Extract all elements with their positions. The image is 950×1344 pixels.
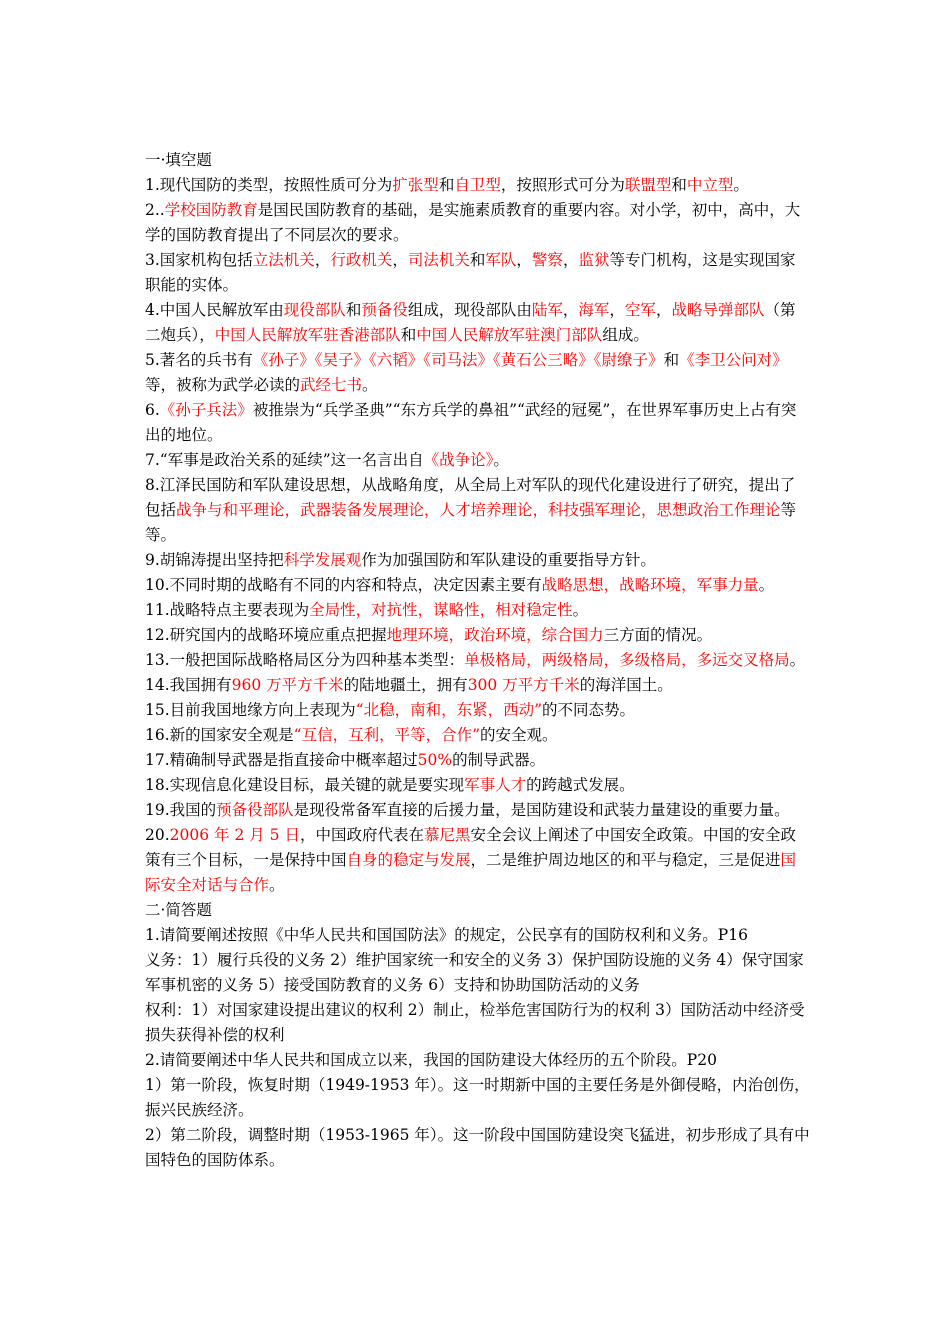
question-item <box>145 248 810 298</box>
question-text: 等，被称为武学必读的 <box>145 376 301 394</box>
short-answer-questions <box>145 923 810 1173</box>
question-text: 。 <box>789 651 806 669</box>
question-text: ， <box>609 301 625 319</box>
question-item <box>145 698 810 723</box>
answer-text: 武经七书 <box>300 376 363 394</box>
question-text: ， <box>392 251 408 269</box>
question-text: 是国民国防教育的基础，是实施素质教育的重要内容。对小学，初中，高中，大学的国防教育提出了不同层次的要求。 <box>145 201 801 244</box>
question-text: ， <box>314 251 331 269</box>
question-text: 11.战略特点主要表现为 <box>145 601 310 619</box>
question-text: 。 <box>758 576 775 594</box>
paragraph: 1）第一阶段，恢复时期（1949-1953 年）。这一时期新中国的主要任务是外御侵略，内治创伤，振兴民族经济。 <box>145 1076 810 1119</box>
answer-text: 行政机关 <box>330 251 393 269</box>
question-text: 的陆地疆土，拥有 <box>343 676 468 694</box>
answer-text: 警察 <box>531 251 563 269</box>
question-text: 16.新的国家安全观是 <box>145 726 294 744</box>
question-text: 。 <box>733 176 749 194</box>
question-item <box>145 573 810 598</box>
question-text: 5.著名的兵书有 <box>145 351 253 369</box>
answer-text: 军队 <box>485 251 517 269</box>
answer-text: 960 万平方千米 <box>231 676 344 694</box>
answer-text: 战争与和平理论，武器装备发展理论，人才培养理论，科技强军理论，思想政治工作理论 <box>176 501 781 519</box>
question-text: ， <box>562 301 579 319</box>
question-text: ，二是维护周边地区的和平与稳定，三是促进 <box>470 851 781 869</box>
question-text: 的海洋国土。 <box>579 676 673 694</box>
paragraph: 1.请简要阐述按照《中华人民共和国国防法》的规定，公民享有的国防权利和义务。P16 <box>145 926 748 944</box>
question-text: 和 <box>438 176 455 194</box>
question-text: 被推崇为“兵学圣典”“东方兵学的鼻祖”“武经的冠冕”，在世界军事历史上占有突出的地位。 <box>145 401 797 444</box>
answer-text: 陆军 <box>531 301 563 319</box>
answer-text: 海军 <box>578 301 610 319</box>
question-text: 和 <box>671 176 687 194</box>
answer-text: 现役部队 <box>283 301 346 319</box>
question-text: 。 <box>269 876 285 894</box>
answer-text: 学校国防教育 <box>164 201 258 219</box>
answer-text: 国际安全对话与合作 <box>145 851 797 894</box>
question-text: 。 <box>362 376 378 394</box>
question-text: 的制导武器。 <box>452 751 546 769</box>
question-text: 18.实现信息化建设目标，最关键的就是要实现 <box>145 776 465 794</box>
answer-text: 战略思想，战略环境，军事力量 <box>541 576 759 594</box>
question-text: 13.一般把国际战略格局区分为四种基本类型： <box>145 651 465 669</box>
question-text: ，中国政府代表在 <box>299 826 424 844</box>
answer-text: 单极格局，两级格局，多级格局，多远交叉格局 <box>464 651 790 669</box>
answer-text: 中国人民解放军驻澳门部队 <box>416 326 603 344</box>
answer-text: 中国人民解放军驻香港部队 <box>214 326 401 344</box>
question-text: 安全会议上阐述了中国安全政策。中国的安全政策有三个目标，一是保持中国 <box>145 826 797 869</box>
answer-text: 2006 年 2 月 5 日 <box>169 826 300 844</box>
question-text: 作为加强国防和军队建设的重要指导方针。 <box>361 551 656 569</box>
question-text: 。 <box>493 451 509 469</box>
question-text: 三方面的情况。 <box>603 626 713 644</box>
answer-text: 司法机关 <box>407 251 470 269</box>
question-text: 15.目前我国地缘方向上表现为 <box>145 701 356 719</box>
question-text: 是现役常备军直接的后援力量，是国防建设和武装力量建设的重要力量。 <box>293 801 790 819</box>
paragraph: 权利：1）对国家建设提出建议的权利 2）制止，检举危害国防行为的权利 3）国防活动中经济受损失获得补偿的权利 <box>145 1001 805 1044</box>
answer-text: 中立型 <box>686 176 734 194</box>
question-text: 7.“军事是政治关系的延续”这一名言出自 <box>145 451 424 469</box>
question-item <box>145 598 810 623</box>
question-text: 8.江泽民国防和军队建设思想，从战略角度，从全局上对军队的现代化建设进行了研究，提出了包括 <box>145 476 796 519</box>
question-text: 14.我国拥有 <box>145 676 232 694</box>
question-text: （第二炮兵）， <box>145 301 796 344</box>
fill-in-questions <box>145 173 810 898</box>
answer-text: 300 万平方千米 <box>467 676 580 694</box>
question-text: ， <box>516 251 532 269</box>
answer-text: 《孙子兵法》 <box>159 401 253 419</box>
question-item <box>145 748 810 773</box>
question-item <box>145 798 810 823</box>
answer-text: 《战争论》 <box>423 451 494 469</box>
question-text: 的安全观。 <box>480 726 558 744</box>
answer-text: 预备役部队 <box>216 801 294 819</box>
question-text: 和 <box>345 301 362 319</box>
section2-heading: 二·简答题 <box>145 901 212 919</box>
question-item <box>145 173 810 198</box>
question-text: 和 <box>469 251 486 269</box>
question-text: 20. <box>145 826 170 844</box>
answer-text: 立法机关 <box>252 251 315 269</box>
question-text: ，按照形式可分为 <box>500 176 625 194</box>
question-text: 组成，现役部队由 <box>407 301 532 319</box>
answer-text: 50% <box>417 751 453 769</box>
question-text: 的不同态势。 <box>542 701 636 719</box>
answer-text: 战略导弹部队 <box>671 301 765 319</box>
question-item <box>145 473 810 548</box>
answer-text: “北稳，南和，东紧，西动” <box>355 701 543 719</box>
answer-text: 自卫型 <box>454 176 501 194</box>
question-text: 9.胡锦涛提出坚持把 <box>145 551 284 569</box>
answer-text: 全局性，对抗性，谋略性，相对稳定性 <box>309 601 573 619</box>
answer-text: 科学发展观 <box>283 551 362 569</box>
question-text: 1.现代国防的类型，按照性质可分为 <box>145 176 393 194</box>
question-item <box>145 298 810 348</box>
answer-text: 预备役 <box>361 301 408 319</box>
question-text: 的跨越式发展。 <box>526 776 635 794</box>
answer-text: 自身的稳定与发展 <box>346 851 471 869</box>
paragraph: 2）第二阶段，调整时期（1953-1965 年）。这一阶段中国国防建设突飞猛进，初步形成了具有中国特色的国防体系。 <box>145 1126 810 1169</box>
question-text: ， <box>655 301 672 319</box>
answer-text: “互信，互利，平等，合作” <box>293 726 481 744</box>
question-text: 6. <box>145 401 160 419</box>
section1-heading: 一·填空题 <box>145 151 212 169</box>
question-item <box>145 823 810 898</box>
question-text: 12.研究国内的战略环境应重点把握 <box>145 626 387 644</box>
answer-text: 空军 <box>624 301 656 319</box>
question-item <box>145 448 810 473</box>
question-item <box>145 648 810 673</box>
question-item <box>145 623 810 648</box>
question-text: 3.国家机构包括 <box>145 251 253 269</box>
question-text: 等专门机构，这是实现国家职能的实体。 <box>145 251 796 294</box>
question-text: 组成。 <box>602 326 649 344</box>
question-item <box>145 198 810 248</box>
question-text: 2.. <box>145 201 165 219</box>
answer-text: 联盟型 <box>624 176 672 194</box>
question-text: 17.精确制导武器是指直接命中概率超过 <box>145 751 418 769</box>
answer-text: 监狱 <box>578 251 610 269</box>
question-text: 4.中国人民解放军由 <box>145 301 284 319</box>
question-text: 等等。 <box>145 501 797 544</box>
answer-text: 慕尼黑 <box>423 826 471 844</box>
paragraph: 2.请简要阐述中华人民共和国成立以来，我国的国防建设大体经历的五个阶段。P20 <box>145 1051 717 1069</box>
question-item <box>145 548 810 573</box>
answer-text: 《孙子》《吴子》《六韬》《司马法》《黄石公三略》《尉缭子》 <box>252 351 664 369</box>
question-item <box>145 673 810 698</box>
question-text: 。 <box>572 601 589 619</box>
answer-text: 军事人才 <box>464 776 527 794</box>
question-item <box>145 398 810 448</box>
question-item <box>145 348 810 398</box>
answer-text: 地理环境，政治环境，综合国力 <box>386 626 604 644</box>
question-text: 19.我国的 <box>145 801 217 819</box>
question-item <box>145 723 810 748</box>
question-text: 和 <box>400 326 417 344</box>
question-text: 10.不同时期的战略有不同的内容和特点，决定因素主要有 <box>145 576 542 594</box>
question-text: 和 <box>663 351 680 369</box>
paragraph: 义务：1）履行兵役的义务 2）维护国家统一和安全的义务 3）保护国防设施的义务 4）保守国家军事机密的义务 5）接受国防教育的义务 6）支持和协助国防活动的义务 <box>145 951 804 994</box>
question-text: ， <box>562 251 579 269</box>
answer-text: 扩张型 <box>392 176 439 194</box>
question-item <box>145 773 810 798</box>
answer-text: 《李卫公问对》 <box>679 351 788 369</box>
